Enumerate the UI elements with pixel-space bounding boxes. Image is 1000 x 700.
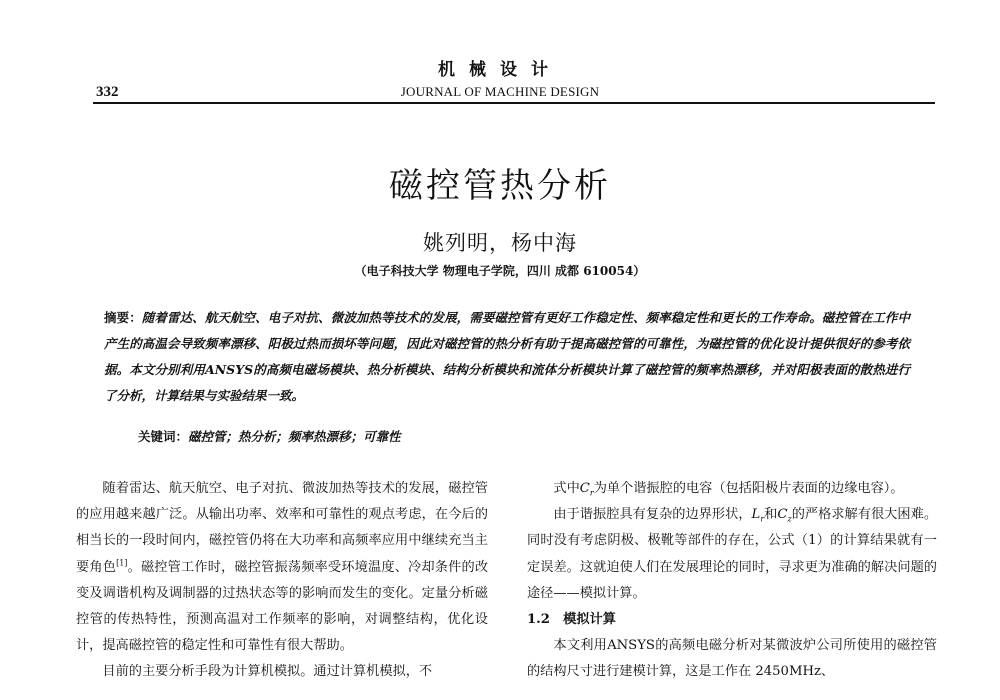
paragraph-text: 随着雷达、航天航空、电子对抗、微波加热等技术的发展，磁控管的应用越来越广泛。从输出功率、效率和可靠性的观点考虑，在今后的相当长的一段时间内，磁控管仍将在大功率和高频率应用中继续充当主要角色 bbox=[76, 481, 488, 575]
paragraph bbox=[527, 502, 937, 607]
abstract bbox=[104, 305, 910, 409]
abstract-text: 随着雷达、航天航空、电子对抗、微波加热等技术的发展，需要磁控管有更好工作稳定性、频率稳定性和更长的工作寿命。磁控管在工作中产生的高温会导致频率漂移、阳极过热而损坏等问题，因此对磁控管的热分析有助于提高磁控管的可靠性，为磁控管的优化设计提供很好的参考依据。本文分别利用ANSYS的高频电磁场模块、热分析模块、结构分析模块和流体分析模块计算了磁控管的频率热漂移，并对阳极表面的散热进行了分析，计算结果与实验结果一致。 bbox=[104, 310, 910, 403]
abstract-label: 摘要： bbox=[104, 310, 142, 325]
left-column bbox=[76, 476, 488, 686]
keywords bbox=[138, 427, 401, 445]
paragraph-text: 的严格求解有很大困难。同时没有考虑阴极、极靴等部件的存在，公式（1）的计算结果就有一定误差。这就迫使人们在发展理论的同时，寻求更为准确的解决问题的途径——模拟计算。 bbox=[527, 507, 938, 601]
keywords-text: 磁控管；热分析；频率热漂移；可靠性 bbox=[188, 429, 401, 444]
right-column bbox=[527, 476, 937, 686]
paragraph bbox=[76, 476, 488, 659]
citation-ref: [1] bbox=[116, 558, 128, 568]
paragraph-text: 为单个谐振腔的电容（包括阳极片表面的边缘电容）。 bbox=[593, 481, 904, 496]
paragraph bbox=[76, 659, 488, 685]
paragraph-text: 由于谐振腔具有复杂的边界形状， bbox=[553, 507, 752, 523]
paragraph-text: 式中 bbox=[553, 481, 580, 496]
paragraph-text: 和 bbox=[764, 507, 778, 523]
journal-title-en: JOURNAL OF MACHINE DESIGN bbox=[400, 84, 600, 99]
math-subscript: r bbox=[589, 488, 594, 498]
article-title: 磁控管热分析 bbox=[389, 166, 611, 206]
paragraph-text: 。磁控管工作时，磁控管振荡频率受环境温度、冷却条件的改变及调谐机构及调制器的过热状态等的影响而发生的变化。定量分析磁控管的传热特性，预测高温对工作频率的影响，对调整结构，优化设计，提高磁控管的稳定性和可靠性有很大帮助。 bbox=[76, 559, 489, 654]
math-symbol: C bbox=[579, 481, 590, 496]
page-number: 332 bbox=[96, 84, 119, 100]
paragraph bbox=[527, 633, 937, 685]
paragraph bbox=[527, 476, 937, 502]
header-rule bbox=[93, 102, 935, 104]
math-subscript: r bbox=[760, 514, 765, 524]
math-subscript: z bbox=[787, 514, 792, 524]
paragraph-text: 目前的主要分析手段为计算机模拟。通过计算机模拟，不 bbox=[102, 664, 433, 680]
affiliation: （电子科技大学 物理电子学院，四川 成都 610054） bbox=[354, 264, 646, 278]
math-symbol: L bbox=[751, 507, 761, 523]
keywords-label: 关键词： bbox=[138, 429, 189, 444]
authors: 姚列明，杨中海 bbox=[423, 231, 577, 255]
journal-title-cn: 机械设计 bbox=[438, 60, 562, 80]
section-heading: 1.2 模拟计算 bbox=[527, 612, 616, 628]
math-symbol: C bbox=[777, 507, 788, 523]
paragraph-text: 本文利用ANSYS的高频电磁分析对某微波炉公司所使用的磁控管的结构尺寸进行建模计算，这是工作在 2450MHz、 bbox=[527, 638, 937, 680]
